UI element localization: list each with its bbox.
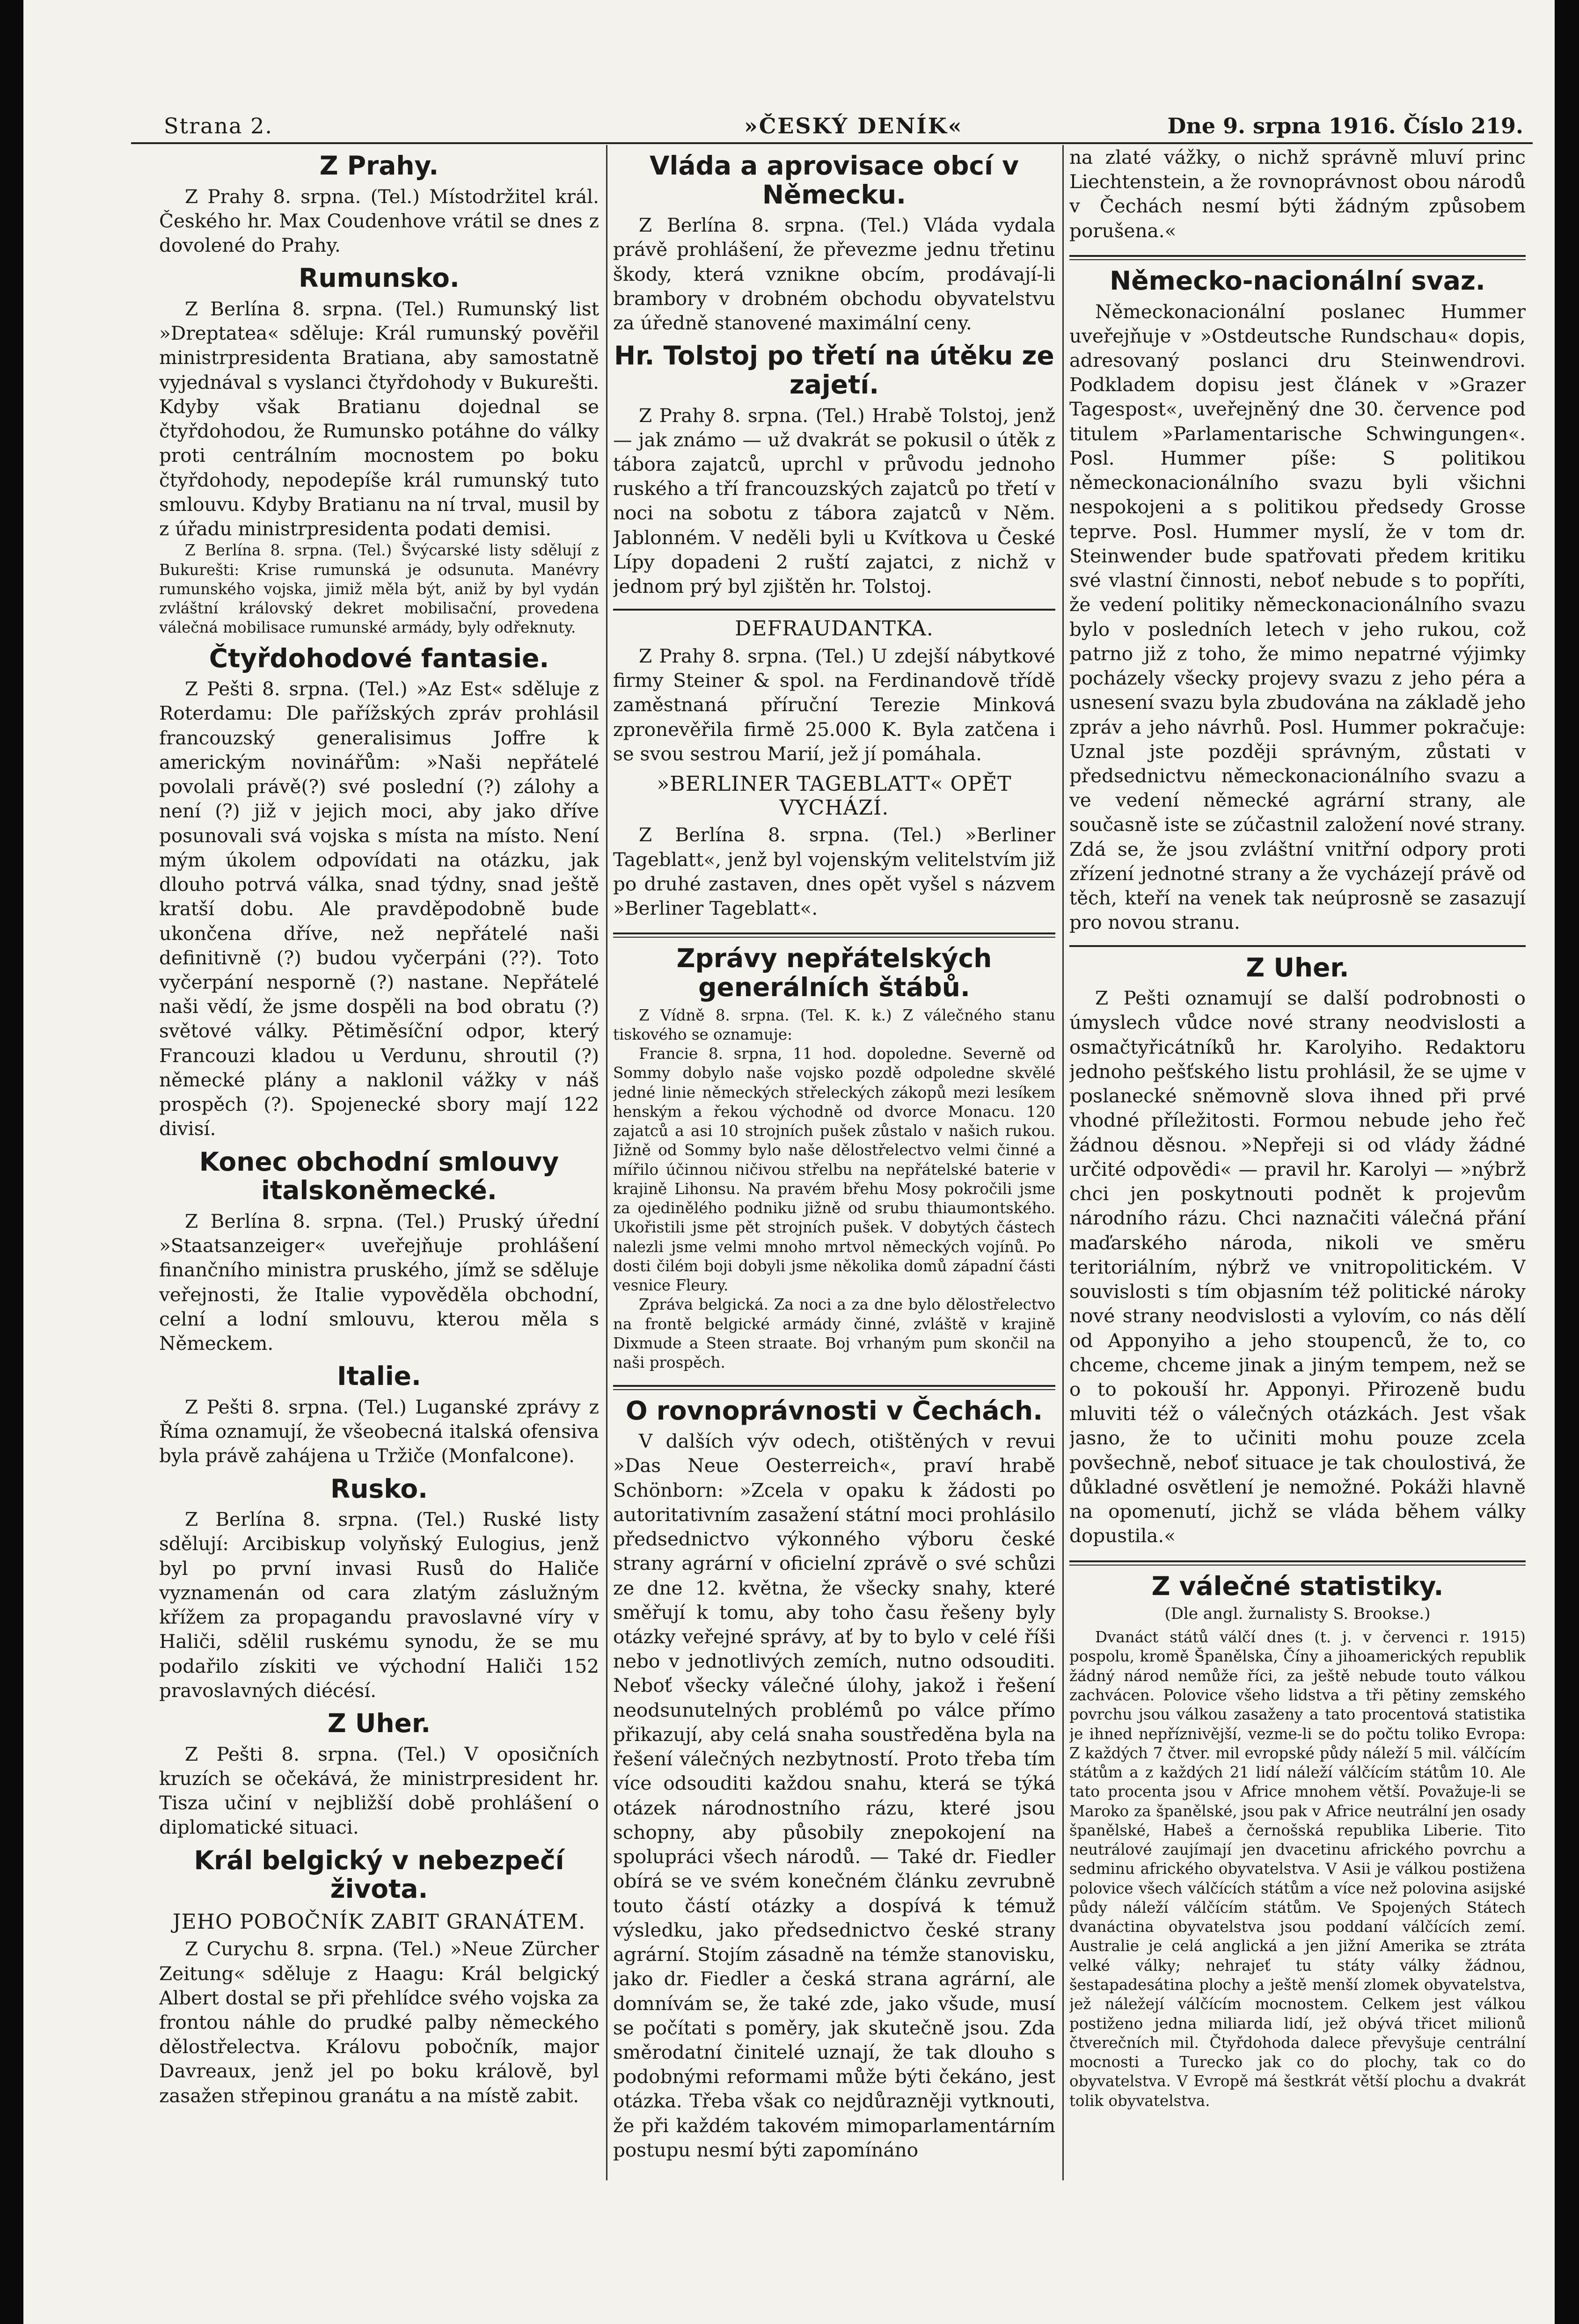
article-divider: [613, 609, 1055, 611]
column-3: [1069, 145, 1526, 2251]
article-byline: (Dle angl. žurnalisty S. Brookse.): [1164, 1604, 1431, 1624]
article-paragraph: Německonacionální poslanec Hummer uveřejňuje v »Ostdeutsche Rundschau« dopis, adresovaný poslanci dru Steinwendrovi. Podkladem dopisu jest článek v »Grazer Tagespost«, uveřejněný dne 30. července pod titulem »Parlamentarische Schwingungen«. Posl. Hummer píše: S politikou německonacionálního svazu byli všichni nespokojeni a s politikou předsedy Grosse teprve. Posl. Hummer myslí, že v tom dr. Steinwender bude spatřovati předem kritiku své vlastní činnosti, neboť nebude s to popříti, že vedení politiky německonacionálního svazu bylo v posledních letech v jeho rukou, což patrno již z toho, že mimo nepatrné výjimky pocházely všecky projevy svazu z jeho péra a usnesení svazu byla zbudována na základě jeho zpráv a jeho návrhů. Posl. Hummer pokračuje: Uznal jste později správným, zůstati v předsednictvu německonacionálního svazu a ve vedení německé agrární strany, ale současně iste se zúčastnil založení nové strany. Zdá se, že jsou zvláštní vnitřní odpory proti zřízení jednotné strany a že vycházejí právě od těch, kteří na venek tak neúprosně se zasazují pro novou stranu.: [1069, 300, 1526, 934]
article-paragraph: Z Pešti oznamují se další podrobnosti o úmyslech vůdce nové strany neodvislosti a osmačtyřicátníků hr. Karolyiho. Redaktoru jednoho pešťského listu prohlásil, že se ujme v poslanecké sněmovně slova ihned při prvé vhodné příležitosti. Formou nebude jeho řeč žádnou děsnou. »Nepřeji si od vlády žádné určité odpovědi« — pravil hr. Karolyi — »nýbrž chci jen poskytnouti podnět k projevům národního rázu. Chci naznačiti válečná přání maďarského národa, nikoli ve směru teritoriálním, nýbrž ve vnitropolitickém. V souvislosti s tím objasním též politické nároky nové strany neodvislosti a vylovím, co nás dělí od Apponyiho a jeho stoupenců, že to, co chceme, chceme jinak a jiným tempem, než se o to pokouší hr. Apponyi. Přirozeně budu mluviti též o válečných otázkách. Jest však jasno, že to učiniti mohu pouze zcela povšechně, neboť situace je tak choulostivá, že důkladné osvětlení je nemožné. Pokáži hlavně na opomenutí, jichž se vláda během války dopustila.«: [1069, 987, 1526, 1547]
article-heading: Rusko.: [330, 1473, 428, 1504]
article-heading: Z Prahy.: [319, 151, 439, 181]
article-heading: Rumunsko.: [299, 263, 460, 293]
article-heading: Zprávy nepřátelských generálních štábů.: [676, 943, 992, 1002]
article-paragraph: Z Vídně 8. srpna. (Tel. K. k.) Z válečného stanu tiskového se oznamuje:: [613, 1006, 1055, 1043]
article-paragraph: Z Berlína 8. srpna. (Tel.) Ruské listy sdělují: Arcibiskup volyňský Eulogius, jenž byl po první invasi Rusů do Haliče vyznamenán od cara zlatým záslužným křížem za propagandu pravoslavné víry v Haliči, sdělil ruskému synodu, že se mu podařilo získiti ve východní Haliči 152 pravoslavných diécésí.: [159, 1508, 599, 1702]
column-rule: [606, 145, 607, 2180]
newspaper-title: »ČESKÝ DENÍK«: [744, 113, 963, 138]
article-heading: DEFRAUDANTKA.: [735, 617, 934, 641]
article-divider: [1069, 255, 1526, 260]
article-heading: Z Uher.: [327, 1708, 431, 1738]
article-subheading: JEHO POBOČNÍK ZABIT GRANÁTEM.: [172, 1909, 586, 1934]
article-paragraph: V dalších výv odech, otištěných v revui »Das Neue Oesterreich«, praví hrabě Schönborn: »Zcela v opaku k žádosti po autoritativním zasažení státní moci prohlásilo předsednictvo výkonného výboru české strany agrární v oficielní zprávě o své schůzi ze dne 12. května, že všecky snahy, které směřují k tomu, aby toho času řešeny byly otázky veřejné správy, ať by to bylo v celé říši nebo v jednotlivých zemích, nutno odsouditi. Neboť všecky válečné úlohy, jakož i řešení neodsunutelných problémů po válce přímo přikazují, aby celá snaha soustředěna byla na řešení válečných nezbytností. Proto třeba tím více odsouditi každou snahu, která se týká otázek národnostního rázu, které jsou schopny, aby působily znepokojení na spolupráci všech národů. — Také dr. Fiedler obírá se ve svém konečném článku zevrubně touto částí otázky a dospívá k témuž výsledku, jako předsednictvo české strany agrární. Stojím zásadně na témže stanovisku, jako dr. Fiedler a česká strana agrární, ale domnívám se, že také zde, jako všude, musí se počítati s poměry, jak skutečně jsou. Zda směrodatní činitelé uznají, že tak dlouho s podobnými reformami může býti čekáno, jest otázka. Třeba však co nejdůrazněji vytknouti, že při každém takovém mimoparlamentárním postupu nesmí býti zapomínáno: [613, 1430, 1055, 2161]
article-paragraph: Francie 8. srpna, 11 hod. dopoledne. Severně od Sommy dobylo naše vojsko pozdě odpoledne skvělé jedné linie německých střeleckých zákopů mezi lesíkem henským a řekou východně od dvorce Monacu. 120 zajatců a asi 10 strojních pušek zůstalo v našich rukou. Jižně od Sommy bylo naše dělostřelectvo velmi činné a mířilo účinnou ničivou střelbu na nepřátelské baterie v krajině Lihonsu. Na pravém břehu Mosy pokročili jsme za ojedinělého podniku jižně od srubu thiaumontského. Ukořistili jsme pět strojních pušek. V dobytých částech nalezli jsme velmi mnoho mrtvol německých vojínů. Po dosti čilém boji dobyli jsme několika domů západní části vesnice Fleury.: [613, 1045, 1055, 1295]
article-heading: Z Uher.: [1246, 952, 1349, 983]
article-paragraph: Z Berlína 8. srpna. (Tel.) Švýcarské listy sdělují z Bukurešti: Krise rumunská je odsunuta. Manévry rumunského vojska, jimiž měla být, aniž by byl vydán zvláštní královský dekret mobilisační, provedena válečná mobilisace rumunské armády, byly odřeknuty.: [159, 541, 599, 637]
article-heading: Německo-nacionální svaz.: [1110, 265, 1485, 296]
article-heading: »BERLINER TAGEBLATT« OPĚT VYCHÁZÍ.: [657, 772, 1012, 820]
article-paragraph: Z Prahy 8. srpna. (Tel.) Místodržitel král. Českého hr. Max Coudenhove vrátil se dnes z dovolené do Prahy.: [159, 185, 599, 257]
article-paragraph: Z Berlína 8. srpna. (Tel.) »Berliner Tageblatt«, jenž byl vojenským velitelstvím již po druhé zastaven, dnes opět vyšel s názvem »Berliner Tageblatt«.: [613, 823, 1055, 920]
article-paragraph: Z Prahy 8. srpna. (Tel.) Hrabě Tolstoj, jenž — jak známo — už dvakrát se pokusil o útěk z tábora zajatců, uprchl v průvodu jednoho ruského a tří francouzských zajatců po třetí v noci na sobotu z tábora zajatců v Něm. Jablonném. V neděli byli u Kvítkova u České Lípy dopadeni 2 ruští zajatci, z nichž v jednom prý byl zjištěn hr. Tolstoj.: [613, 404, 1055, 598]
article-heading: Čtyřdohodové fantasie.: [209, 643, 549, 673]
article-divider: [613, 933, 1055, 938]
article-heading: O rovnoprávnosti v Čechách.: [625, 1395, 1043, 1426]
article-paragraph: na zlaté vážky, o nichž správně mluví princ Liechtenstein, a že rovnoprávnost obou národů v Čechách nesmí býti žádným způsobem porušena.«: [1069, 146, 1526, 242]
article-paragraph: Z Berlína 8. srpna. (Tel.) Rumunský list »Dreptatea« sděluje: Král rumunský pověřil ministrpresidenta Bratiana, aby samostatně vyjednával s vyslanci čtyřdohody v Bukurešti. Kdyby však Bratianu dojednal se čtyřdohodou, že Rumunsko potáhne do války proti centrálním mocnostem po boku čtyřdohody, nepodepíše král rumunský tuto smlouvu. Kdyby Bratianu na ní trval, musil by z úřadu ministrpresidenta podati demisi.: [159, 297, 599, 540]
page-header: [131, 109, 1533, 144]
article-paragraph: Z Pešti 8. srpna. (Tel.) V oposičních kruzích se očekává, že ministrpresident hr. Tisza učiní v nejbližší době prohlášení o diplomatické situaci.: [159, 1742, 599, 1839]
article-heading: Hr. Tolstoj po třetí na útěku ze zajetí.: [614, 341, 1054, 400]
column-rule: [1062, 145, 1064, 2180]
article-paragraph: Z Pešti 8. srpna. (Tel.) »Az Est« sděluje z Roterdamu: Dle pařížských zpráv prohlásil francouzský generalisimus Joffre k americkým novinářům: »Naši nepřátelé povolali právě(?) své poslední (?) zálohy a není (?) již v jejich moci, aby jako dříve posunovali svá vojska s místa na místo. Není mým úkolem odpovídati na otázku, jak dlouho potrvá válka, snad týdny, snad ještě kratší dobu. Ale pravděpodobně bude ukončena dříve, než nepřátelé naši definitivně (?) budou vyčerpáni (??). Toto vyčerpání nesporně (?) nastane. Nepřátelé naši vědí, že jsme dospěli na bod obratu (?) světové války. Pětiměsíční odpor, který Francouzi kladou u Verdunu, shroutil (?) německé plány a naklonil vážky v náš prospěch (?). Spojenecké sbory mají 122 divisí.: [159, 678, 599, 1140]
article-heading: Z válečné statistiky.: [1151, 1571, 1444, 1601]
scan-border-right: [1555, 0, 1579, 2324]
article-paragraph: Z Berlína 8. srpna. (Tel.) Pruský úřední »Staatsanzeiger« uveřejňuje prohlášení finančního ministra pruského, jímž se sděluje veřejnosti, že Italie vypověděla obchodní, celní a lodní smlouvu, kterou měla s Německem.: [159, 1209, 599, 1355]
article-heading: Konec obchodní smlouvy italskoněmecké.: [199, 1146, 559, 1206]
scan-border-left: [0, 0, 23, 2324]
article-paragraph: Z Pešti 8. srpna. (Tel.) Luganské zprávy z Říma oznamují, že všeobecná italská ofensiva byla právě zahájena u Tržiče (Monfalcone).: [159, 1395, 599, 1467]
article-paragraph: Z Curychu 8. srpna. (Tel.) »Neue Zürcher Zeitung« sděluje z Haagu: Král belgický Albert dostal se při přehlídce svého vojska za frontou náhle do prudké palby německého dělostřelectva. Královu pobočník, major Davreaux, jenž jel po boku králově, byl zasažen střepinou granátu a na místě zabit.: [159, 1938, 599, 2107]
column-2: [613, 145, 1055, 2251]
column-1: [159, 145, 599, 2251]
article-divider: [1069, 1560, 1526, 1566]
newspaper-page: [131, 98, 1533, 2251]
article-paragraph: Z Prahy 8. srpna. (Tel.) U zdejší nábytkové firmy Steiner & spol. na Ferdinandově třídě zaměstnaná příruční Terezie Minková zpronevěřila firmě 25.000 K. Byla zatčena i se svou sestrou Marií, jež jí pomáhala.: [613, 645, 1055, 765]
article-paragraph: Zpráva belgická. Za noci a za dne bylo dělostřelectvo na frontě belgické armády činné, zvláště v krajině Dixmude a Steen straate. Boj vrhaným pum skončil na naši prospěch.: [613, 1296, 1055, 1372]
article-paragraph: Z Berlína 8. srpna. (Tel.) Vláda vydala právě prohlášení, že převezme jednu třetinu škody, která vznikne obcím, prodávají-li brambory v drobném obchodu obyvatelstvu za úředně stanovené maximální ceny.: [613, 214, 1055, 335]
article-heading: Italie.: [337, 1361, 421, 1391]
article-paragraph: Dvanáct států válčí dnes (t. j. v červenci r. 1915) pospolu, kromě Španělska, Číny a jihoamerických republik žádný národ nemůže říci, za ještě nebude touto válkou zachvácen. Polovice všeho lidstva a tři pětiny zemského povrchu jsou válkou zasaženy a tato procentová statistika je ihned nepříznivější, vezme-li se do počtu toliko Evropa: Z každých 7 čtver. mil evropské půdy náleží 5 mil. válčícím státům a z každých 21 lidí náleží válčícím státům 10. Ale tato procenta jsou v Africe mnohem větší. Považuje-li se Maroko za španělské, jsou pak v Africe neutrální jen osady španělské, Habeš a černošská republika Liberie. Tito neutrálové zaujímají jen dvacetinu afrického povrchu a sedminu afrického obyvatelstva. V Asii je válkou postižena polovice všech válčících státům a více než polovina asijské půdy náleží válčícím státům. Ve Spojených Státech dvanáctina obyvatelstva jsou poddaní válčících zemí. Australie je celá anglická a jen jižní Amerika se ztráta velké války; nehrajeť tu státy války žádnou, šestapadesátina plochy a ještě menší zlomek obyvatelstva, jež náležejí válčícím mocnostem. Celkem jest válkou postiženo jedna miliarda lidí, jež obývá třicet milionů čtverečních mil. Čtyřdohoda dalece převyšuje centrální mocnosti a Turecko jak co do plochy, tak co do obyvatelstva. V Evropě má šestkrát větší plochu a dvakrát tolik obyvatelstva.: [1069, 1628, 1526, 2110]
article-heading: Král belgický v nebezpečí života.: [194, 1845, 564, 1904]
article-divider: [613, 1385, 1055, 1390]
article-divider: [1069, 945, 1526, 947]
article-heading: Vláda a aprovisace obcí v Německu.: [649, 151, 1019, 210]
page-number: Strana 2.: [164, 113, 273, 138]
issue-date-number: Dne 9. srpna 1916. Číslo 219.: [1167, 113, 1523, 138]
